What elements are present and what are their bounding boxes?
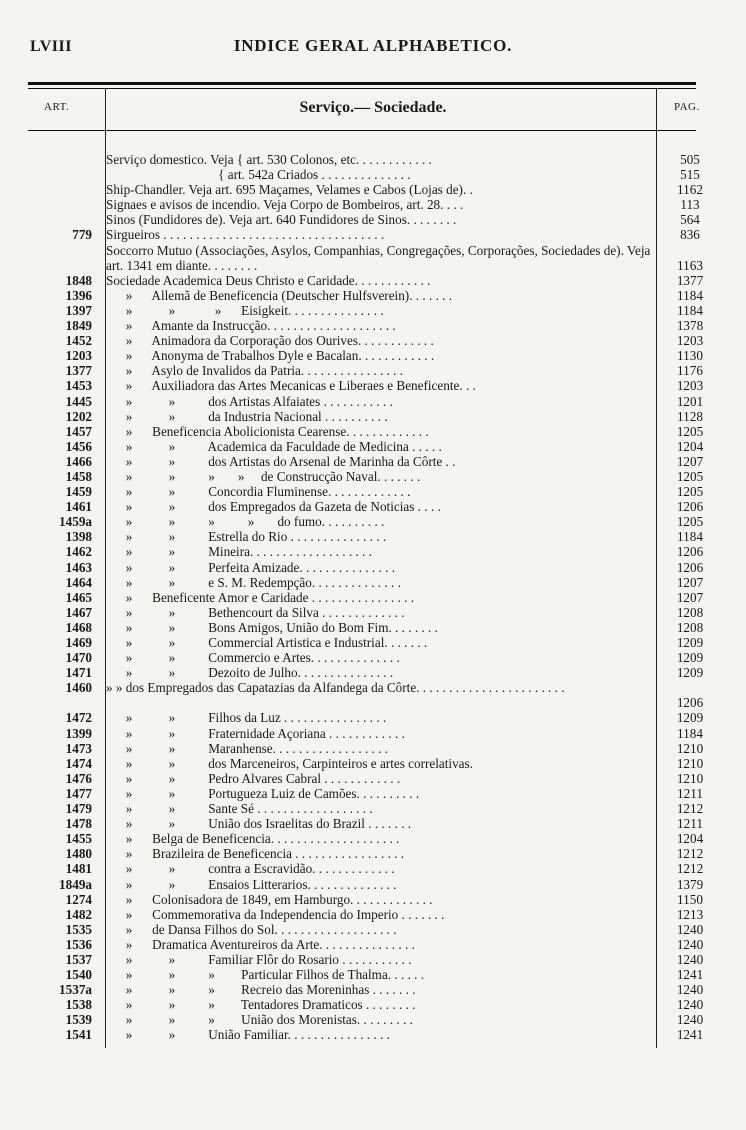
entry-text: » Anonyma de Trabalhos Dyle e Bacalan. . . . . . . . . . . . xyxy=(106,348,435,364)
table-row xyxy=(0,967,746,982)
page-ref: 1206 xyxy=(676,695,704,711)
page-ref: 1209 xyxy=(676,650,704,666)
table-row xyxy=(0,514,746,529)
article-number: 1471 xyxy=(65,665,92,681)
table-row xyxy=(0,484,746,499)
article-number: 1460 xyxy=(65,680,92,696)
page-ref: 1162 xyxy=(677,182,703,198)
entry-text: » » dos Artistas do Arsenal de Marinha da Côrte . . xyxy=(106,453,456,469)
entry-text: » » » » de Construcção Naval. . . . . . . xyxy=(106,468,421,484)
article-number: 1462 xyxy=(65,544,92,560)
article-number: 1538 xyxy=(65,997,92,1013)
page-ref: 1201 xyxy=(676,393,704,409)
page-ref: 505 xyxy=(680,152,700,167)
entry-text: » de Dansa Filhos do Sol. . . . . . . . . . . . . . . . . . . xyxy=(106,921,397,937)
entry-text: » » dos Marceneiros, Carpinteiros e artes correlativas. xyxy=(106,755,473,771)
page-title: INDICE GERAL ALPHABETICO. xyxy=(233,36,513,55)
table-row xyxy=(0,288,746,303)
table-row xyxy=(0,348,746,363)
entry-text: » » Sante Sé . . . . . . . . . . . . . . . . . . xyxy=(106,801,373,817)
page-ref: 1208 xyxy=(676,604,704,620)
article-number: 1274 xyxy=(65,891,92,907)
entry-text: » » Maranhense. . . . . . . . . . . . . . . . . . xyxy=(106,740,389,756)
page-ref: 1210 xyxy=(676,740,704,756)
page-ref: 1204 xyxy=(676,831,704,847)
entry-text: » » Pedro Alvares Cabral . . . . . . . . . . . . xyxy=(106,770,401,786)
page-number: LVIII xyxy=(30,38,72,55)
page-ref: 1204 xyxy=(676,438,704,454)
table-row xyxy=(0,167,746,182)
entry-text: » » Filhos da Luz . . . . . . . . . . . . . . . . xyxy=(106,710,387,726)
table-row xyxy=(0,575,746,590)
article-number: 1457 xyxy=(65,423,92,439)
index-table xyxy=(0,152,746,1043)
article-number: 1464 xyxy=(65,574,92,590)
section-heading: Serviço.— Sociedade. xyxy=(299,99,447,116)
article-number: 1474 xyxy=(65,755,92,771)
page-ref: 1206 xyxy=(676,499,704,515)
entry-text: » » Portugueza Luiz de Camões. . . . . . . . . . xyxy=(106,785,420,801)
page-ref: 1240 xyxy=(676,1012,704,1028)
table-row xyxy=(0,469,746,484)
entry-text: » Belga de Beneficencia. . . . . . . . . . . . . . . . . . . . xyxy=(106,831,400,847)
entry-text: » Amante da Instrucção. . . . . . . . . . . . . . . . . . . . xyxy=(106,318,396,334)
page-ref: 1209 xyxy=(676,635,704,650)
entry-text: » » dos Artistas Alfaiates . . . . . . . . . . . xyxy=(106,393,393,409)
page-ref: 1205 xyxy=(676,484,704,500)
table-row xyxy=(0,378,746,393)
table-row xyxy=(0,529,746,544)
table-row xyxy=(0,680,746,710)
page-ref: 1176 xyxy=(677,363,703,379)
entry-text: » » » União dos Morenistas. . . . . . . . . xyxy=(106,1012,413,1028)
page-ref: 1184 xyxy=(677,725,703,741)
entry-text: » Asylo de Invalidos da Patria. . . . . . . . . . . . . . . . xyxy=(106,363,404,379)
article-number: 1535 xyxy=(65,921,92,937)
table-row xyxy=(0,1027,746,1042)
top-rule-thick xyxy=(28,82,696,85)
table-row xyxy=(0,544,746,559)
entry-text: Soccorro Mutuo (Associações, Asylos, Companhias, Congregações, Corporações, Sociedades de). Veja art. 1341 em diante. . . . . . . . xyxy=(106,242,651,273)
article-number: 1469 xyxy=(65,635,92,650)
entry-text: » » Dezoito de Julho. . . . . . . . . . . . . . . xyxy=(106,665,394,681)
article-number: 1472 xyxy=(65,710,92,726)
page-ref: 1241 xyxy=(676,967,704,983)
article-number: 1477 xyxy=(65,785,92,801)
table-row xyxy=(0,726,746,741)
table-row xyxy=(0,152,746,167)
entry-text: Ship-Chandler. Veja art. 695 Maçames, Velames e Cabos (Lojas de). . xyxy=(106,182,473,198)
page-ref: 1203 xyxy=(676,378,704,394)
article-number: 1478 xyxy=(65,816,92,832)
entry-text: » » » Tentadores Dramaticos . . . . . . . . xyxy=(106,997,416,1013)
entry-text: » Brazileira de Beneficencia . . . . . . . . . . . . . . . . . xyxy=(106,846,405,862)
entry-text: » » dos Empregados das Capatazias da Alfandega da Côrte. . . . . . . . . . . . . . . . . . . . . . . xyxy=(106,680,565,696)
page-ref: 1240 xyxy=(676,997,704,1013)
page-ref: 1130 xyxy=(677,348,703,364)
article-number: 1445 xyxy=(65,393,92,409)
page-ref: 1128 xyxy=(677,408,703,424)
page-ref: 1211 xyxy=(677,816,703,832)
page-ref: 1208 xyxy=(676,619,704,635)
article-number: 1398 xyxy=(65,529,92,545)
page-ref: 1163 xyxy=(677,257,703,273)
article-number: 1452 xyxy=(65,333,92,349)
entry-text: » » » Eisigkeit. . . . . . . . . . . . . . . xyxy=(106,302,384,318)
page-ref: 564 xyxy=(680,212,700,228)
table-row xyxy=(0,590,746,605)
table-row xyxy=(0,605,746,620)
article-number: 1539 xyxy=(65,1012,92,1028)
table-row xyxy=(0,635,746,650)
page-ref: 1203 xyxy=(676,333,704,349)
page-ref: 1240 xyxy=(676,982,704,998)
entry-text: Sirgueiros . . . . . . . . . . . . . . . . . . . . . . . . . . . . . . . . . . xyxy=(106,227,385,243)
table-row xyxy=(0,560,746,575)
article-number: 1467 xyxy=(65,604,92,620)
table-row xyxy=(0,771,746,786)
table-row xyxy=(0,333,746,348)
article-number: 1399 xyxy=(65,725,92,741)
page-ref: 1184 xyxy=(677,529,703,545)
page-ref: 1240 xyxy=(676,936,704,952)
entry-text: » » Bons Amigos, União do Bom Fim. . . . . . . . xyxy=(106,619,438,635)
table-row xyxy=(0,952,746,967)
page-ref: 1207 xyxy=(676,453,704,469)
table-row xyxy=(0,937,746,952)
table-row xyxy=(0,846,746,861)
article-number: 1480 xyxy=(65,846,92,862)
entry-text: » » Mineira. . . . . . . . . . . . . . . . . . . xyxy=(106,544,372,560)
article-number: 1849a xyxy=(59,876,92,892)
article-number: 1536 xyxy=(65,936,92,952)
entry-text: » » União Familiar. . . . . . . . . . . . . . . . xyxy=(106,1027,390,1043)
entry-text: { art. 542a Criados . . . . . . . . . . . . . . xyxy=(106,167,411,183)
table-row xyxy=(0,861,746,876)
page-ref: 1207 xyxy=(676,574,704,590)
table-row xyxy=(0,816,746,831)
table-row xyxy=(0,665,746,680)
entry-text: » Beneficente Amor e Caridade . . . . . . . . . . . . . . . . xyxy=(106,589,415,605)
table-row xyxy=(0,1012,746,1027)
entry-text: » » União dos Israelitas do Brazil . . . . . . . xyxy=(106,816,412,832)
entry-text: » » Perfeita Amizade. . . . . . . . . . . . . . . xyxy=(106,559,395,575)
article-number: 1377 xyxy=(65,363,92,379)
table-row xyxy=(0,786,746,801)
entry-text: » » Familiar Flôr do Rosario . . . . . . . . . . . xyxy=(106,951,412,967)
page-ref: 1212 xyxy=(676,846,704,862)
entry-text: » » Concordia Fluminense. . . . . . . . . . . . . xyxy=(106,484,411,500)
article-number: 1476 xyxy=(65,770,92,786)
article-number: 1456 xyxy=(65,438,92,454)
article-number: 1397 xyxy=(65,302,92,318)
article-number: 1540 xyxy=(65,967,92,983)
entry-text: » » Estrella do Rio . . . . . . . . . . . . . . . xyxy=(106,529,387,545)
entry-text: » Animadora da Corporação dos Ourives. . . . . . . . . . . . xyxy=(106,333,434,349)
article-number: 1463 xyxy=(65,559,92,575)
article-number: 1202 xyxy=(65,408,92,424)
article-number: 1473 xyxy=(65,740,92,756)
article-number: 1541 xyxy=(65,1027,92,1043)
page-ref: 1212 xyxy=(676,801,704,817)
entry-text: » » Academica da Faculdade de Medicina . . . . . xyxy=(106,438,442,454)
article-number: 1537 xyxy=(65,951,92,967)
table-row xyxy=(0,997,746,1012)
table-row xyxy=(0,982,746,997)
page-ref: 1240 xyxy=(676,921,704,937)
table-row xyxy=(0,227,746,242)
table-row xyxy=(0,212,746,227)
entry-text: » Auxiliadora das Artes Mecanicas e Liberaes e Beneficente. . . xyxy=(106,378,476,394)
table-row xyxy=(0,273,746,288)
article-number: 1481 xyxy=(65,861,92,877)
entry-text: » » Commercio e Artes. . . . . . . . . . . . . . xyxy=(106,650,400,666)
table-row xyxy=(0,243,746,273)
page-ref: 1206 xyxy=(676,559,704,575)
page-ref: 1150 xyxy=(677,891,703,907)
article-number: 779 xyxy=(72,227,92,243)
article-number: 1482 xyxy=(65,906,92,922)
article-number: 1459 xyxy=(65,484,92,500)
article-number: 1470 xyxy=(65,650,92,666)
table-row xyxy=(0,499,746,514)
article-number: 1455 xyxy=(65,831,92,847)
table-row xyxy=(0,892,746,907)
article-number: 1479 xyxy=(65,801,92,817)
table-row xyxy=(0,394,746,409)
table-row xyxy=(0,363,746,378)
entry-text: Signaes e avisos de incendio. Veja Corpo de Bombeiros, art. 28. . . . xyxy=(106,197,464,213)
page-ref: 1209 xyxy=(676,710,704,726)
table-row xyxy=(0,182,746,197)
article-number: 1849 xyxy=(65,318,92,334)
entry-text: » » Ensaios Litterarios. . . . . . . . . . . . . . xyxy=(106,876,397,892)
page-ref: 1210 xyxy=(676,755,704,771)
table-row xyxy=(0,439,746,454)
table-row xyxy=(0,877,746,892)
entry-text: » » e S. M. Redempção. . . . . . . . . . . . . . xyxy=(106,574,401,590)
table-row xyxy=(0,620,746,635)
article-number: 1458 xyxy=(65,468,92,484)
table-row xyxy=(0,197,746,212)
article-number: 1453 xyxy=(65,378,92,394)
page-ref: 1240 xyxy=(676,951,704,967)
table-row xyxy=(0,424,746,439)
col-header-pag: PAG. xyxy=(674,101,700,113)
page-ref: 515 xyxy=(680,167,700,183)
table-row xyxy=(0,409,746,424)
entry-text: » Colonisadora de 1849, em Hamburgo. . . . . . . . . . . . . xyxy=(106,891,433,907)
entry-text: » » Commercial Artistica e Industrial. . . . . . . xyxy=(106,635,428,650)
article-number: 1848 xyxy=(65,272,92,288)
table-row xyxy=(0,318,746,333)
table-row xyxy=(0,907,746,922)
table-row xyxy=(0,831,746,846)
article-number: 1459a xyxy=(59,514,92,530)
page-ref: 1205 xyxy=(676,468,704,484)
entry-text: » » contra a Escravidão. . . . . . . . . . . . . xyxy=(106,861,395,877)
page-ref: 1378 xyxy=(676,318,704,334)
table-row xyxy=(0,710,746,725)
article-number: 1537a xyxy=(59,982,92,998)
table-row xyxy=(0,756,746,771)
page-ref: 1184 xyxy=(677,287,703,303)
page-ref: 1210 xyxy=(676,770,704,786)
article-number: 1461 xyxy=(65,499,92,515)
entry-text: » » Fraternidade Açoriana . . . . . . . . . . . . xyxy=(106,725,405,741)
entry-text: Sociedade Academica Deus Christo e Caridade. . . . . . . . . . . . xyxy=(106,272,431,288)
entry-text: » » Bethencourt da Silva . . . . . . . . . . . . . xyxy=(106,604,405,620)
table-row xyxy=(0,303,746,318)
entry-text: » Commemorativa da Independencia do Imperio . . . . . . . xyxy=(106,906,445,922)
col-header-art: ART. xyxy=(44,101,70,113)
page-ref: 1205 xyxy=(676,514,704,530)
page-ref: 1241 xyxy=(676,1027,704,1043)
page-ref: 1207 xyxy=(676,589,704,605)
article-number: 1466 xyxy=(65,453,92,469)
page-ref: 113 xyxy=(680,197,700,213)
entry-text: » » » » do fumo. . . . . . . . . . xyxy=(106,514,385,530)
page-ref: 1205 xyxy=(676,423,704,439)
entry-text: Serviço domestico. Veja { art. 530 Colonos, etc. . . . . . . . . . . . xyxy=(106,152,432,167)
top-rule-thin xyxy=(28,88,696,89)
table-row xyxy=(0,801,746,816)
table-row xyxy=(0,454,746,469)
entry-text: » Dramatica Aventureiros da Arte. . . . . . . . . . . . . . . xyxy=(106,936,415,952)
page-ref: 1213 xyxy=(676,906,704,922)
article-number: 1203 xyxy=(65,348,92,364)
page-ref: 1211 xyxy=(677,785,703,801)
page-ref: 1184 xyxy=(677,302,703,318)
article-number: 1468 xyxy=(65,619,92,635)
header-rule xyxy=(28,130,696,131)
page-ref: 836 xyxy=(680,227,700,243)
entry-text: » » da Industria Nacional . . . . . . . . . . xyxy=(106,408,388,424)
entry-text: » » » Recreio das Moreninhas . . . . . . . xyxy=(106,982,416,998)
article-number: 1465 xyxy=(65,589,92,605)
entry-text: Sinos (Fundidores de). Veja art. 640 Fundidores de Sinos. . . . . . . . xyxy=(106,212,457,228)
page-ref: 1209 xyxy=(676,665,704,681)
table-row xyxy=(0,650,746,665)
page-ref: 1377 xyxy=(676,272,704,288)
article-number: 1396 xyxy=(65,287,92,303)
entry-text: » Allemã de Beneficencia (Deutscher Hulfsverein). . . . . . . xyxy=(106,287,453,303)
page-ref: 1206 xyxy=(676,544,704,560)
entry-text: » Beneficencia Abolicionista Cearense. . . . . . . . . . . . . xyxy=(106,423,429,439)
entry-text: » » dos Empregados da Gazeta de Noticias . . . . xyxy=(106,499,441,515)
page-ref: 1212 xyxy=(676,861,704,877)
table-row xyxy=(0,922,746,937)
page-ref: 1379 xyxy=(676,876,704,892)
entry-text: » » » Particular Filhos de Thalma. . . . . . xyxy=(106,967,425,983)
table-row xyxy=(0,741,746,756)
